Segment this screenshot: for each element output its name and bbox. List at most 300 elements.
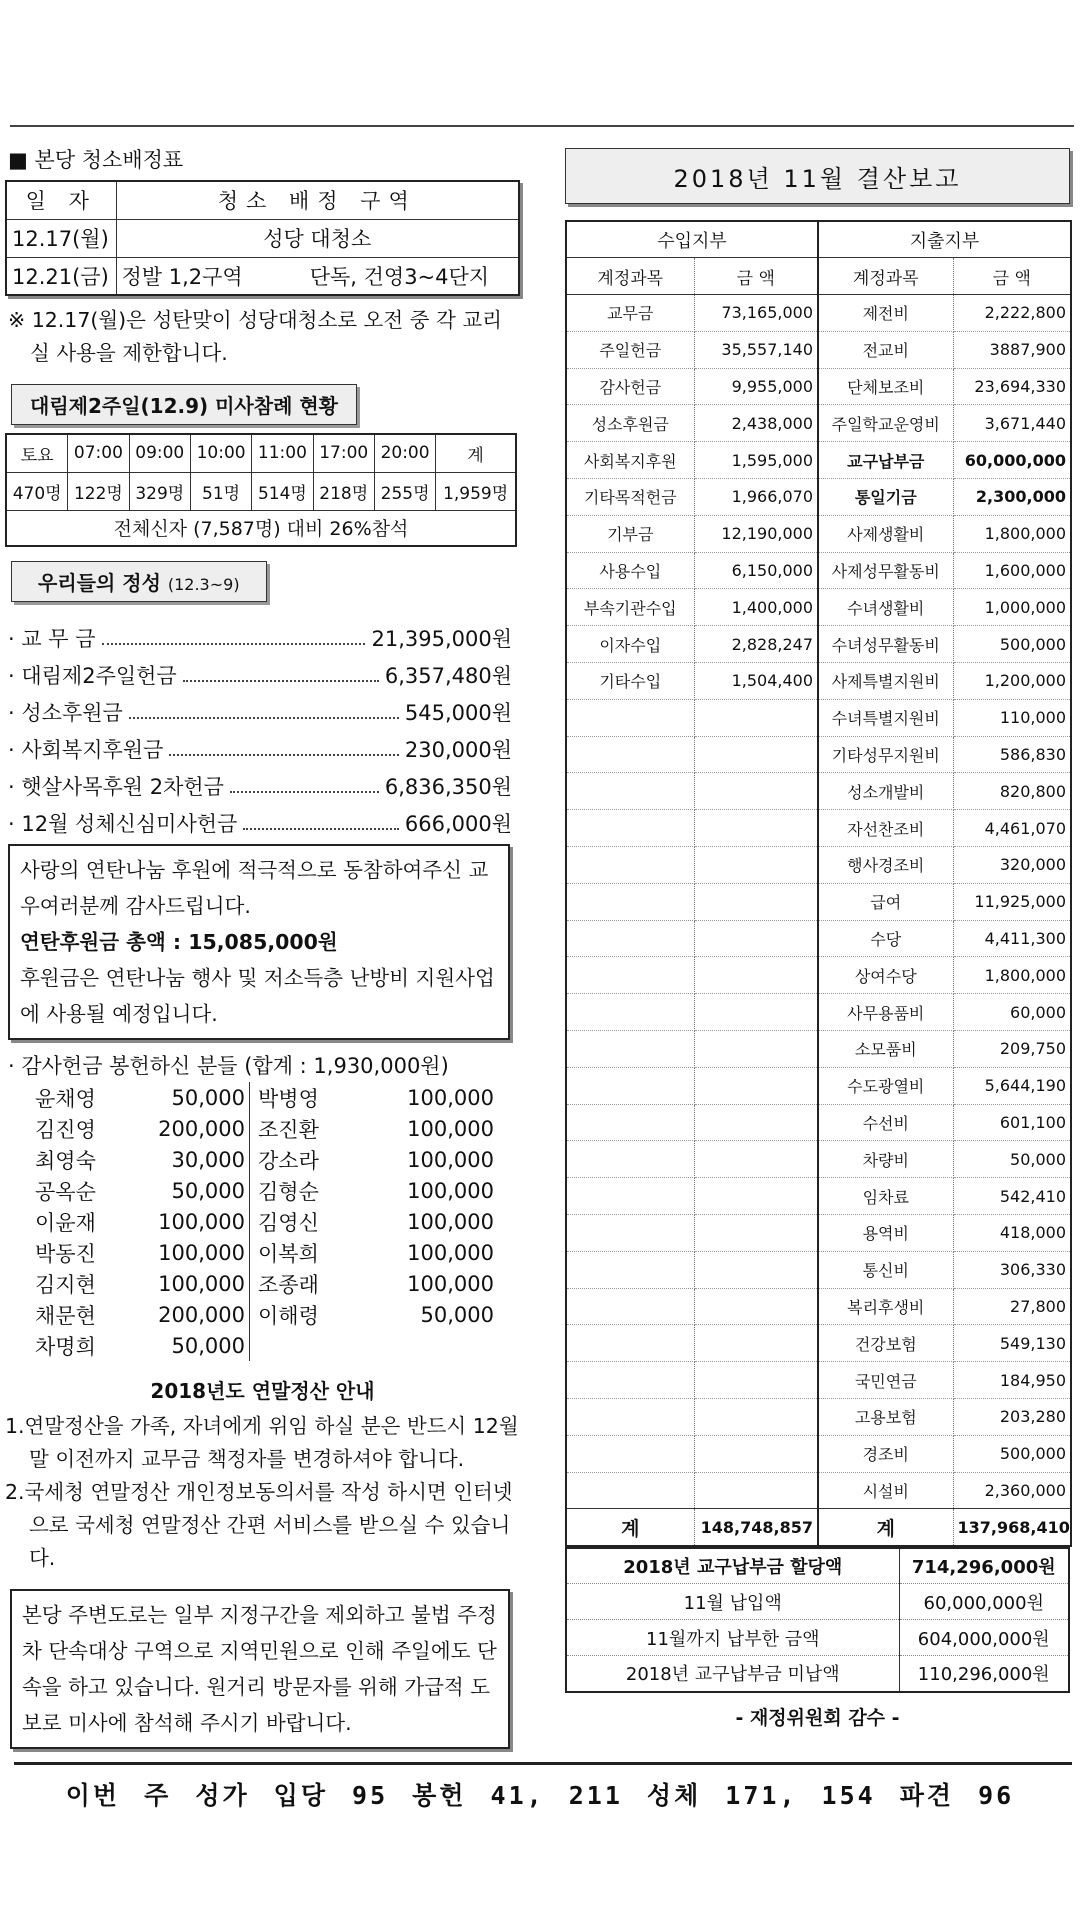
expense-amount: 2,300,000: [953, 479, 1071, 516]
expense-total-label: 계: [818, 1509, 953, 1546]
donor-entry: [35, 1206, 250, 1237]
dot-leader: [183, 680, 379, 682]
donor-amount: 100,000: [158, 1240, 245, 1265]
offering-title-text: 우리들의 정성: [38, 571, 161, 595]
bottom-rule: [14, 1762, 1072, 1765]
offering-amount: 6,357,480원: [384, 664, 512, 688]
contribution-value: 714,296,000원: [899, 1548, 1069, 1584]
expense-amount: 549,130: [953, 1325, 1071, 1362]
expense-amount: 3887,900: [953, 331, 1071, 368]
donor-amount: 50,000: [171, 1085, 245, 1110]
income-amount: 2,828,247: [694, 626, 818, 663]
expense-amount: 203,280: [953, 1399, 1071, 1436]
offering-period: (12.3~9): [167, 575, 240, 594]
mass-time-header: 09:00: [129, 434, 190, 472]
donor-entry: [250, 1175, 500, 1206]
expense-amount: 110,000: [953, 699, 1071, 736]
donor-amount: 50,000: [171, 1178, 245, 1203]
top-rule: [10, 125, 1074, 127]
contribution-label: 2018년 교구납부금 할당액: [566, 1548, 899, 1584]
expense-account: 주일학교운영비: [818, 405, 953, 442]
mass-time-header: 11:00: [252, 434, 313, 472]
contribution-row: [566, 1620, 1069, 1656]
income-account: [566, 1288, 694, 1325]
income-account: [566, 1031, 694, 1068]
expense-account: 단체보조비: [818, 368, 953, 405]
expense-account: 제전비: [818, 295, 953, 332]
cleaning-head-area: 청소 배정 구역: [116, 181, 519, 219]
mass-title: 대림제2주일(12.9) 미사참례 현황: [11, 384, 357, 425]
donor-name: 채문현: [35, 1303, 96, 1328]
settlement-row: [566, 1288, 1071, 1325]
income-header: 수입지부: [566, 221, 818, 258]
income-amount: 73,165,000: [694, 295, 818, 332]
expense-amount: 500,000: [953, 1435, 1071, 1472]
expense-amount: 1,600,000: [953, 552, 1071, 589]
income-amount: [694, 1251, 818, 1288]
donor-name: 박동진: [35, 1241, 96, 1266]
expense-amount: 5,644,190: [953, 1067, 1071, 1104]
income-account: 사용수입: [566, 552, 694, 589]
income-account: [566, 883, 694, 920]
donor-amount: 100,000: [158, 1271, 245, 1296]
contribution-row: [566, 1548, 1069, 1584]
expense-amount: 1,000,000: [953, 589, 1071, 626]
income-amount: 1,595,000: [694, 442, 818, 479]
donor-name: 김영신: [258, 1210, 319, 1235]
income-account: [566, 1141, 694, 1178]
expense-account: 차량비: [818, 1141, 953, 1178]
income-amount: [694, 1288, 818, 1325]
income-amount: [694, 810, 818, 847]
donor-entry: [250, 1237, 500, 1268]
donor-entry: [35, 1268, 250, 1299]
yearend-title: 2018년도 연말정산 안내: [150, 1379, 375, 1403]
income-amount: [694, 957, 818, 994]
donor-amount: 100,000: [407, 1178, 494, 1203]
settlement-row: [566, 1362, 1071, 1399]
donor-entry: [250, 1299, 500, 1330]
expense-account: 수녀특별지원비: [818, 699, 953, 736]
income-amount: 6,150,000: [694, 552, 818, 589]
expense-account: 자선찬조비: [818, 810, 953, 847]
expense-account: 고용보험: [818, 1399, 953, 1436]
settlement-row: [566, 920, 1071, 957]
expense-account: 통신비: [818, 1251, 953, 1288]
dot-leader: [102, 643, 366, 645]
income-sub-amount: 금 액: [694, 258, 818, 295]
yearend-notice: [5, 1410, 520, 1575]
donor-name: 조종래: [258, 1272, 319, 1297]
offering-amount: 21,395,000원: [371, 627, 512, 651]
contribution-table: [565, 1547, 1070, 1693]
income-amount: [694, 883, 818, 920]
income-amount: [694, 1215, 818, 1252]
income-account: [566, 773, 694, 810]
settlement-row: [566, 589, 1071, 626]
expense-amount: 601,100: [953, 1104, 1071, 1141]
donor-amount: 100,000: [407, 1240, 494, 1265]
thanks-total: 연탄후원금 총액 : 15,085,000원: [20, 930, 338, 954]
offering-label: · 교 무 금: [8, 627, 96, 651]
expense-account: 사제특별지원비: [818, 663, 953, 700]
income-amount: [694, 1067, 818, 1104]
dot-leader: [243, 828, 399, 830]
donor-entry: [35, 1082, 250, 1113]
expense-account: 전교비: [818, 331, 953, 368]
expense-amount: 542,410: [953, 1178, 1071, 1215]
expense-total: 137,968,410: [953, 1509, 1071, 1546]
settlement-row: [566, 1251, 1071, 1288]
expense-sub-account: 계정과목: [818, 258, 953, 295]
income-amount: [694, 1362, 818, 1399]
income-account: [566, 1178, 694, 1215]
donor-name: 김지현: [35, 1272, 96, 1297]
expense-sub-amount: 금 액: [953, 258, 1071, 295]
offering-item: [5, 616, 520, 653]
income-amount: 12,190,000: [694, 515, 818, 552]
income-account: [566, 994, 694, 1031]
income-account: [566, 810, 694, 847]
donor-entry: [35, 1113, 250, 1144]
income-account: [566, 1067, 694, 1104]
donor-amount: 200,000: [158, 1116, 245, 1141]
expense-amount: 3,671,440: [953, 405, 1071, 442]
donor-name: 이해령: [258, 1303, 319, 1328]
offering-item: [5, 690, 520, 727]
settlement-row: [566, 1141, 1071, 1178]
expense-account: 소모품비: [818, 1031, 953, 1068]
donor-entry: [35, 1237, 250, 1268]
income-account: [566, 699, 694, 736]
settlement-row: [566, 1104, 1071, 1141]
yearend-item: 2.국세청 연말정산 개인정보동의서를 작성 하시면 인터넷으로 국세청 연말정산 간편 서비스를 받으실 수 있습니다.: [5, 1480, 513, 1570]
income-amount: [694, 1031, 818, 1068]
settlement-row: [566, 368, 1071, 405]
expense-amount: 4,461,070: [953, 810, 1071, 847]
income-account: 기타목적헌금: [566, 479, 694, 516]
income-amount: [694, 1141, 818, 1178]
donor-amount: 100,000: [407, 1085, 494, 1110]
donor-amount: 100,000: [407, 1116, 494, 1141]
expense-account: 사제생활비: [818, 515, 953, 552]
cleaning-area: 성당 대청소: [116, 219, 519, 257]
mass-table: [5, 433, 517, 547]
expense-amount: 2,360,000: [953, 1472, 1071, 1509]
expense-account: 기타성무지원비: [818, 736, 953, 773]
offering-item: [5, 653, 520, 690]
income-amount: [694, 1178, 818, 1215]
donor-name: 김형순: [258, 1179, 319, 1204]
income-account: [566, 1251, 694, 1288]
offering-item: [5, 764, 520, 801]
income-account: [566, 1104, 694, 1141]
expense-amount: 306,330: [953, 1251, 1071, 1288]
dot-leader: [129, 717, 399, 719]
mass-count: 329명: [129, 472, 190, 510]
expense-account: 시설비: [818, 1472, 953, 1509]
contribution-label: 11월 납입액: [566, 1584, 899, 1620]
hymn-line: 이번 주 성가 입당 95 봉헌 41, 211 성체 171, 154 파견 96: [65, 1781, 1015, 1810]
cleaning-table: [5, 180, 520, 296]
expense-account: 사제성무활동비: [818, 552, 953, 589]
income-account: 성소후원금: [566, 405, 694, 442]
expense-account: 수선비: [818, 1104, 953, 1141]
expense-amount: 418,000: [953, 1215, 1071, 1252]
cleaning-area: 단독, 건영3~4단지: [281, 257, 519, 295]
mass-count: 514명: [252, 472, 313, 510]
donor-name: 조진환: [258, 1117, 319, 1142]
donor-name: 윤채영: [35, 1086, 96, 1111]
donor-name: 김진영: [35, 1117, 96, 1142]
income-account: 감사헌금: [566, 368, 694, 405]
expense-account: 급여: [818, 883, 953, 920]
donor-entry: [35, 1144, 250, 1175]
settlement-row: [566, 699, 1071, 736]
expense-account: 사무용품비: [818, 994, 953, 1031]
expense-account: 경조비: [818, 1435, 953, 1472]
offering-list: [5, 616, 520, 838]
expense-account: 통일기금: [818, 479, 953, 516]
income-account: 사회복지후원: [566, 442, 694, 479]
cleaning-date: 12.17(월): [6, 219, 116, 257]
settlement-row: [566, 1067, 1071, 1104]
expense-account: 용역비: [818, 1215, 953, 1252]
donor-entry: [35, 1330, 250, 1361]
thanks-text: 사랑의 연탄나눔 후원에 적극적으로 동참하여주신 교우여러분께 감사드립니다.: [20, 858, 489, 918]
expense-amount: 586,830: [953, 736, 1071, 773]
expense-account: 임차료: [818, 1178, 953, 1215]
expense-amount: 320,000: [953, 847, 1071, 884]
settlement-row: [566, 442, 1071, 479]
offering-amount: 230,000원: [404, 738, 512, 762]
cleaning-note: ※ 12.17(월)은 성탄맞이 성당대청소로 오전 중 각 교리실 사용을 제한합니다.: [8, 308, 502, 365]
mass-time-header: 17:00: [313, 434, 374, 472]
expense-account: 수녀성무활동비: [818, 626, 953, 663]
mass-count: 470명: [6, 472, 68, 510]
donor-amount: 30,000: [171, 1147, 245, 1172]
income-amount: 1,400,000: [694, 589, 818, 626]
donor-amount: 50,000: [420, 1302, 494, 1327]
mass-count: 1,959명: [436, 472, 516, 510]
donor-name: 강소라: [258, 1148, 319, 1173]
offering-label: · 12월 성체신심미사헌금: [8, 812, 238, 836]
settlement-row: [566, 1435, 1071, 1472]
settlement-row: [566, 295, 1071, 332]
donor-name: 박병영: [258, 1086, 319, 1111]
mass-summary: 전체신자 (7,587명) 대비 26%참석: [6, 510, 516, 546]
income-account: [566, 1472, 694, 1509]
expense-account: 수당: [818, 920, 953, 957]
donor-entry: [250, 1113, 500, 1144]
donor-list: [35, 1082, 520, 1361]
offering-item: [5, 727, 520, 764]
thanks-box: [8, 844, 510, 1040]
contribution-value: 110,296,000원: [899, 1656, 1069, 1692]
income-amount: [694, 1435, 818, 1472]
settlement-row: [566, 810, 1071, 847]
expense-account: 건강보험: [818, 1325, 953, 1362]
income-account: 기타수입: [566, 663, 694, 700]
contribution-label: 11월까지 납부한 금액: [566, 1620, 899, 1656]
settlement-row: [566, 736, 1071, 773]
income-amount: [694, 847, 818, 884]
income-amount: 35,557,140: [694, 331, 818, 368]
donor-name: 차명희: [35, 1334, 96, 1359]
donor-name: 이윤재: [35, 1210, 96, 1235]
thanks-usage: 후원금은 연탄나눔 행사 및 저소득층 난방비 지원사업에 사용될 예정입니다.: [20, 966, 495, 1026]
contribution-value: 60,000,000원: [899, 1584, 1069, 1620]
settlement-row: [566, 479, 1071, 516]
expense-amount: 209,750: [953, 1031, 1071, 1068]
settlement-row: [566, 883, 1071, 920]
donor-amount: 200,000: [158, 1302, 245, 1327]
expense-account: 수도광열비: [818, 1067, 953, 1104]
settlement-row: [566, 663, 1071, 700]
expense-account: 행사경조비: [818, 847, 953, 884]
income-amount: [694, 1104, 818, 1141]
income-amount: 1,966,070: [694, 479, 818, 516]
mass-count: 255명: [374, 472, 435, 510]
income-account: [566, 1325, 694, 1362]
dot-leader: [230, 791, 379, 793]
settlement-row: [566, 626, 1071, 663]
mass-count: 218명: [313, 472, 374, 510]
right-column: [565, 148, 1070, 1730]
income-amount: [694, 699, 818, 736]
yearend-item: 1.연말정산을 가족, 자녀에게 위임 하실 분은 반드시 12월 말 이전까지 교무금 책정자를 변경하셔야 합니다.: [5, 1414, 519, 1471]
offering-amount: 666,000원: [404, 812, 512, 836]
settlement-row: [566, 847, 1071, 884]
expense-amount: 1,800,000: [953, 957, 1071, 994]
donor-name: 이복희: [258, 1241, 319, 1266]
expense-amount: 820,800: [953, 773, 1071, 810]
income-account: 이자수입: [566, 626, 694, 663]
income-total-label: 계: [566, 1509, 694, 1546]
settlement-row: [566, 515, 1071, 552]
offering-label: · 햇살사목후원 2차헌금: [8, 775, 224, 799]
parking-notice: 본당 주변도로는 일부 지정구간을 제외하고 불법 주정차 단속대상 구역으로 지역민원으로 인해 주일에도 단속을 하고 있습니다. 원거리 방문자를 위해 가급적 도보로 미사에 참석해 주시기 바랍니다.: [10, 1589, 510, 1749]
donor-amount: 100,000: [158, 1209, 245, 1234]
income-amount: 9,955,000: [694, 368, 818, 405]
offering-item: [5, 801, 520, 838]
expense-amount: 60,000,000: [953, 442, 1071, 479]
contribution-row: [566, 1656, 1069, 1692]
mass-time-header: 계: [436, 434, 516, 472]
settlement-row: [566, 552, 1071, 589]
mass-time-header: 10:00: [190, 434, 251, 472]
income-account: [566, 1215, 694, 1252]
expense-amount: 1,200,000: [953, 663, 1071, 700]
expense-amount: 23,694,330: [953, 368, 1071, 405]
cleaning-area: 정발 1,2구역: [116, 257, 281, 295]
income-amount: [694, 1399, 818, 1436]
report-title: 2018년 11월 결산보고: [565, 148, 1070, 204]
income-amount: 1,504,400: [694, 663, 818, 700]
expense-account: 국민연금: [818, 1362, 953, 1399]
expense-amount: 1,800,000: [953, 515, 1071, 552]
audit-note: - 재정위원회 감수 -: [735, 1706, 900, 1729]
settlement-table: [565, 220, 1072, 1547]
expense-amount: 60,000: [953, 994, 1071, 1031]
contribution-label: 2018년 교구납부금 미납액: [566, 1656, 899, 1692]
offering-label: · 성소후원금: [8, 701, 123, 725]
settlement-row: [566, 957, 1071, 994]
donor-entry: [250, 1206, 500, 1237]
income-account: [566, 1399, 694, 1436]
donor-amount: 100,000: [407, 1147, 494, 1172]
mass-time-header: 07:00: [68, 434, 129, 472]
expense-amount: 50,000: [953, 1141, 1071, 1178]
expense-amount: 11,925,000: [953, 883, 1071, 920]
donors-title: · 감사헌금 봉헌하신 분들 (합계 : 1,930,000원): [8, 1054, 449, 1078]
income-account: [566, 1435, 694, 1472]
donor-amount: 50,000: [171, 1333, 245, 1358]
income-amount: 2,438,000: [694, 405, 818, 442]
expense-account: 수녀생활비: [818, 589, 953, 626]
donor-amount: 100,000: [407, 1271, 494, 1296]
income-amount: [694, 1472, 818, 1509]
cleaning-head-date: 일 자: [6, 181, 116, 219]
income-account: 기부금: [566, 515, 694, 552]
contribution-value: 604,000,000원: [899, 1620, 1069, 1656]
cleaning-title: ■ 본당 청소배정표: [8, 148, 184, 172]
expense-amount: 500,000: [953, 626, 1071, 663]
income-sub-account: 계정과목: [566, 258, 694, 295]
expense-amount: 184,950: [953, 1362, 1071, 1399]
settlement-row: [566, 1215, 1071, 1252]
settlement-row: [566, 1031, 1071, 1068]
offering-label: · 사회복지후원금: [8, 738, 164, 762]
donor-entry: [35, 1299, 250, 1330]
donor-entry: [250, 1082, 500, 1113]
income-account: [566, 847, 694, 884]
income-amount: [694, 736, 818, 773]
expense-header: 지출지부: [818, 221, 1071, 258]
mass-count: 51명: [190, 472, 251, 510]
income-account: [566, 957, 694, 994]
income-account: [566, 1362, 694, 1399]
mass-time-header: 토요: [6, 434, 68, 472]
offering-title: [11, 561, 267, 602]
expense-amount: 27,800: [953, 1288, 1071, 1325]
expense-account: 상여수당: [818, 957, 953, 994]
income-amount: [694, 994, 818, 1031]
income-account: [566, 736, 694, 773]
income-account: 부속기관수입: [566, 589, 694, 626]
income-amount: [694, 920, 818, 957]
settlement-row: [566, 773, 1071, 810]
income-account: 교무금: [566, 295, 694, 332]
expense-account: 복리후생비: [818, 1288, 953, 1325]
donor-name: 최영숙: [35, 1148, 96, 1173]
cleaning-date: 12.21(금): [6, 257, 116, 295]
contribution-row: [566, 1584, 1069, 1620]
expense-amount: 2,222,800: [953, 295, 1071, 332]
mass-count: 122명: [68, 472, 129, 510]
settlement-row: [566, 1472, 1071, 1509]
settlement-row: [566, 994, 1071, 1031]
offering-amount: 545,000원: [404, 701, 512, 725]
settlement-row: [566, 331, 1071, 368]
expense-account: 성소개발비: [818, 773, 953, 810]
income-account: [566, 920, 694, 957]
settlement-row: [566, 1178, 1071, 1215]
donor-entry: [250, 1268, 500, 1299]
donor-entry: [35, 1175, 250, 1206]
donor-entry: [250, 1144, 500, 1175]
donor-name: 공옥순: [35, 1179, 96, 1204]
